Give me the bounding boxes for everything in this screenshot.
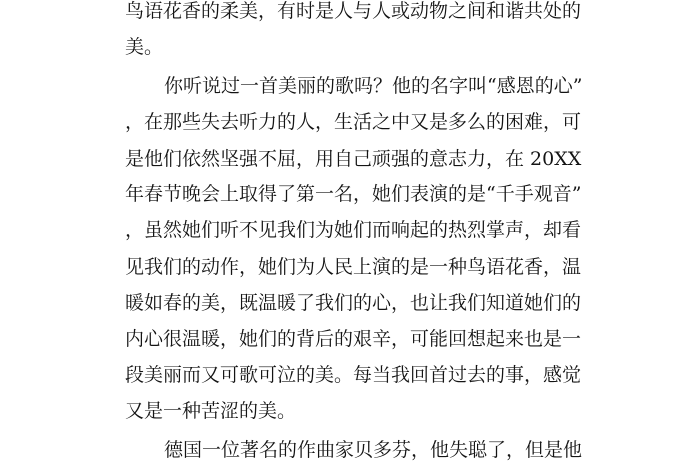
text-line-13: 德国一位著名的作曲家贝多芬，他失聪了，但是他 — [164, 439, 583, 461]
text-line-7: ，虽然她们听不见我们为她们而响起的热烈掌声，却看 — [125, 219, 582, 241]
text-line-1: 鸟语花香的柔美，有时是人与人或动物之间和谐共处的 — [125, 0, 582, 22]
text-line-11: 段美丽而又可歌可泣的美。每当我回首过去的事，感觉 — [125, 364, 582, 386]
text-line-12: 又是一种苦涩的美。 — [125, 400, 297, 422]
text-line-10: 内心很温暖，她们的背后的艰辛，可能回想起来也是一 — [125, 328, 582, 350]
text-line-2: 美。 — [125, 36, 164, 58]
text-line-3: 你听说过一首美丽的歌吗？他的名字叫“感恩的心” — [164, 75, 583, 97]
text-line-5: 是他们依然坚强不屈，用自己顽强的意志力，在 20XX — [125, 148, 582, 170]
text-line-9: 暖如春的美，既温暖了我们的心，也让我们知道她们的 — [125, 292, 582, 314]
text-line-6: 年春节晚会上取得了第一名，她们表演的是“千手观音” — [125, 183, 582, 205]
text-line-4: ，在那些失去听力的人，生活之中又是多么的困难，可 — [125, 111, 582, 133]
text-line-8: 见我们的动作，她们为人民上演的是一种鸟语花香，温 — [125, 256, 582, 278]
